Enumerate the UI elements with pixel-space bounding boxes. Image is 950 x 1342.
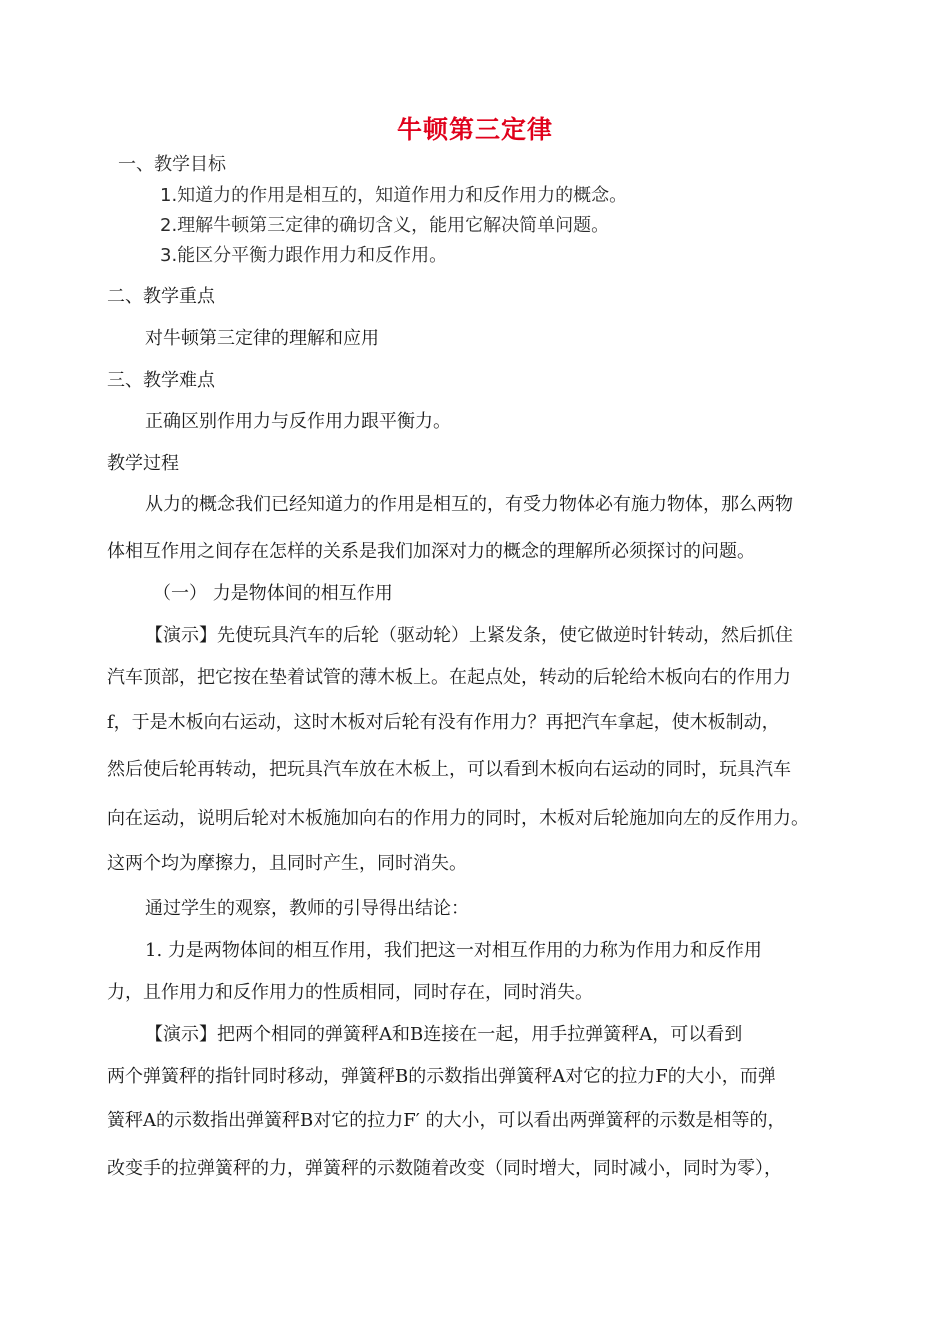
page-title: 牛顿第三定律 bbox=[396, 115, 553, 144]
paragraph-line: f，于是木板向右运动，这时木板对后轮有没有作用力？再把汽车拿起，使木板制动， bbox=[107, 712, 780, 733]
key-points-text: 对牛顿第三定律的理解和应用 bbox=[145, 328, 379, 349]
paragraph-line: 汽车顶部，把它按在垫着试管的薄木板上。在起点处，转动的后轮给木板向右的作用力 bbox=[107, 667, 791, 688]
difficulties-text: 正确区别作用力与反作用力跟平衡力。 bbox=[145, 411, 451, 432]
paragraph-line: 体相互作用之间存在怎样的关系是我们加深对力的概念的理解所必须探讨的问题。 bbox=[107, 541, 755, 562]
paragraph-line: 两个弹簧秤的指针同时移动，弹簧秤B的示数指出弹簧秤A对它的拉力F的大小，而弹 bbox=[107, 1066, 776, 1087]
conclusion-intro: 通过学生的观察，教师的引导得出结论： bbox=[145, 898, 469, 919]
objective-item: 2.理解牛顿第三定律的确切含义，能用它解决简单问题。 bbox=[160, 215, 610, 236]
objective-item: 1.知道力的作用是相互的，知道作用力和反作用力的概念。 bbox=[160, 185, 628, 206]
key-points-heading: 二、教学重点 bbox=[107, 286, 215, 307]
paragraph-line: 【演示】把两个相同的弹簧秤A和B连接在一起，用手拉弹簧秤A，可以看到 bbox=[145, 1024, 743, 1045]
process-heading: 教学过程 bbox=[107, 453, 179, 474]
paragraph-line: 改变手的拉弹簧秤的力，弹簧秤的示数随着改变（同时增大，同时减小，同时为零）， bbox=[107, 1158, 782, 1179]
paragraph-line: 然后使后轮再转动，把玩具汽车放在木板上，可以看到木板向右运动的同时，玩具汽车 bbox=[107, 759, 791, 780]
paragraph-line: 簧秤A的示数指出弹簧秤B对它的拉力F′ 的大小，可以看出两弹簧秤的示数是相等的， bbox=[107, 1110, 786, 1131]
paragraph-line: 这两个均为摩擦力，且同时产生，同时消失。 bbox=[107, 853, 467, 874]
objectives-heading: 一、教学目标 bbox=[118, 154, 226, 175]
conclusion-line: 1. 力是两物体间的相互作用，我们把这一对相互作用的力称为作用力和反作用 bbox=[145, 940, 762, 961]
section-heading: （一） 力是物体间的相互作用 bbox=[153, 583, 393, 604]
paragraph-line: 从力的概念我们已经知道力的作用是相互的，有受力物体必有施力物体，那么两物 bbox=[145, 494, 793, 515]
conclusion-line: 力，且作用力和反作用力的性质相同，同时存在，同时消失。 bbox=[107, 982, 593, 1003]
objective-item: 3.能区分平衡力跟作用力和反作用。 bbox=[160, 245, 448, 266]
paragraph-line: 【演示】先使玩具汽车的后轮（驱动轮）上紧发条，使它做逆时针转动，然后抓住 bbox=[145, 625, 793, 646]
difficulties-heading: 三、教学难点 bbox=[107, 370, 215, 391]
paragraph-line: 向在运动，说明后轮对木板施加向右的作用力的同时，木板对后轮施加向左的反作用力。 bbox=[107, 808, 809, 829]
